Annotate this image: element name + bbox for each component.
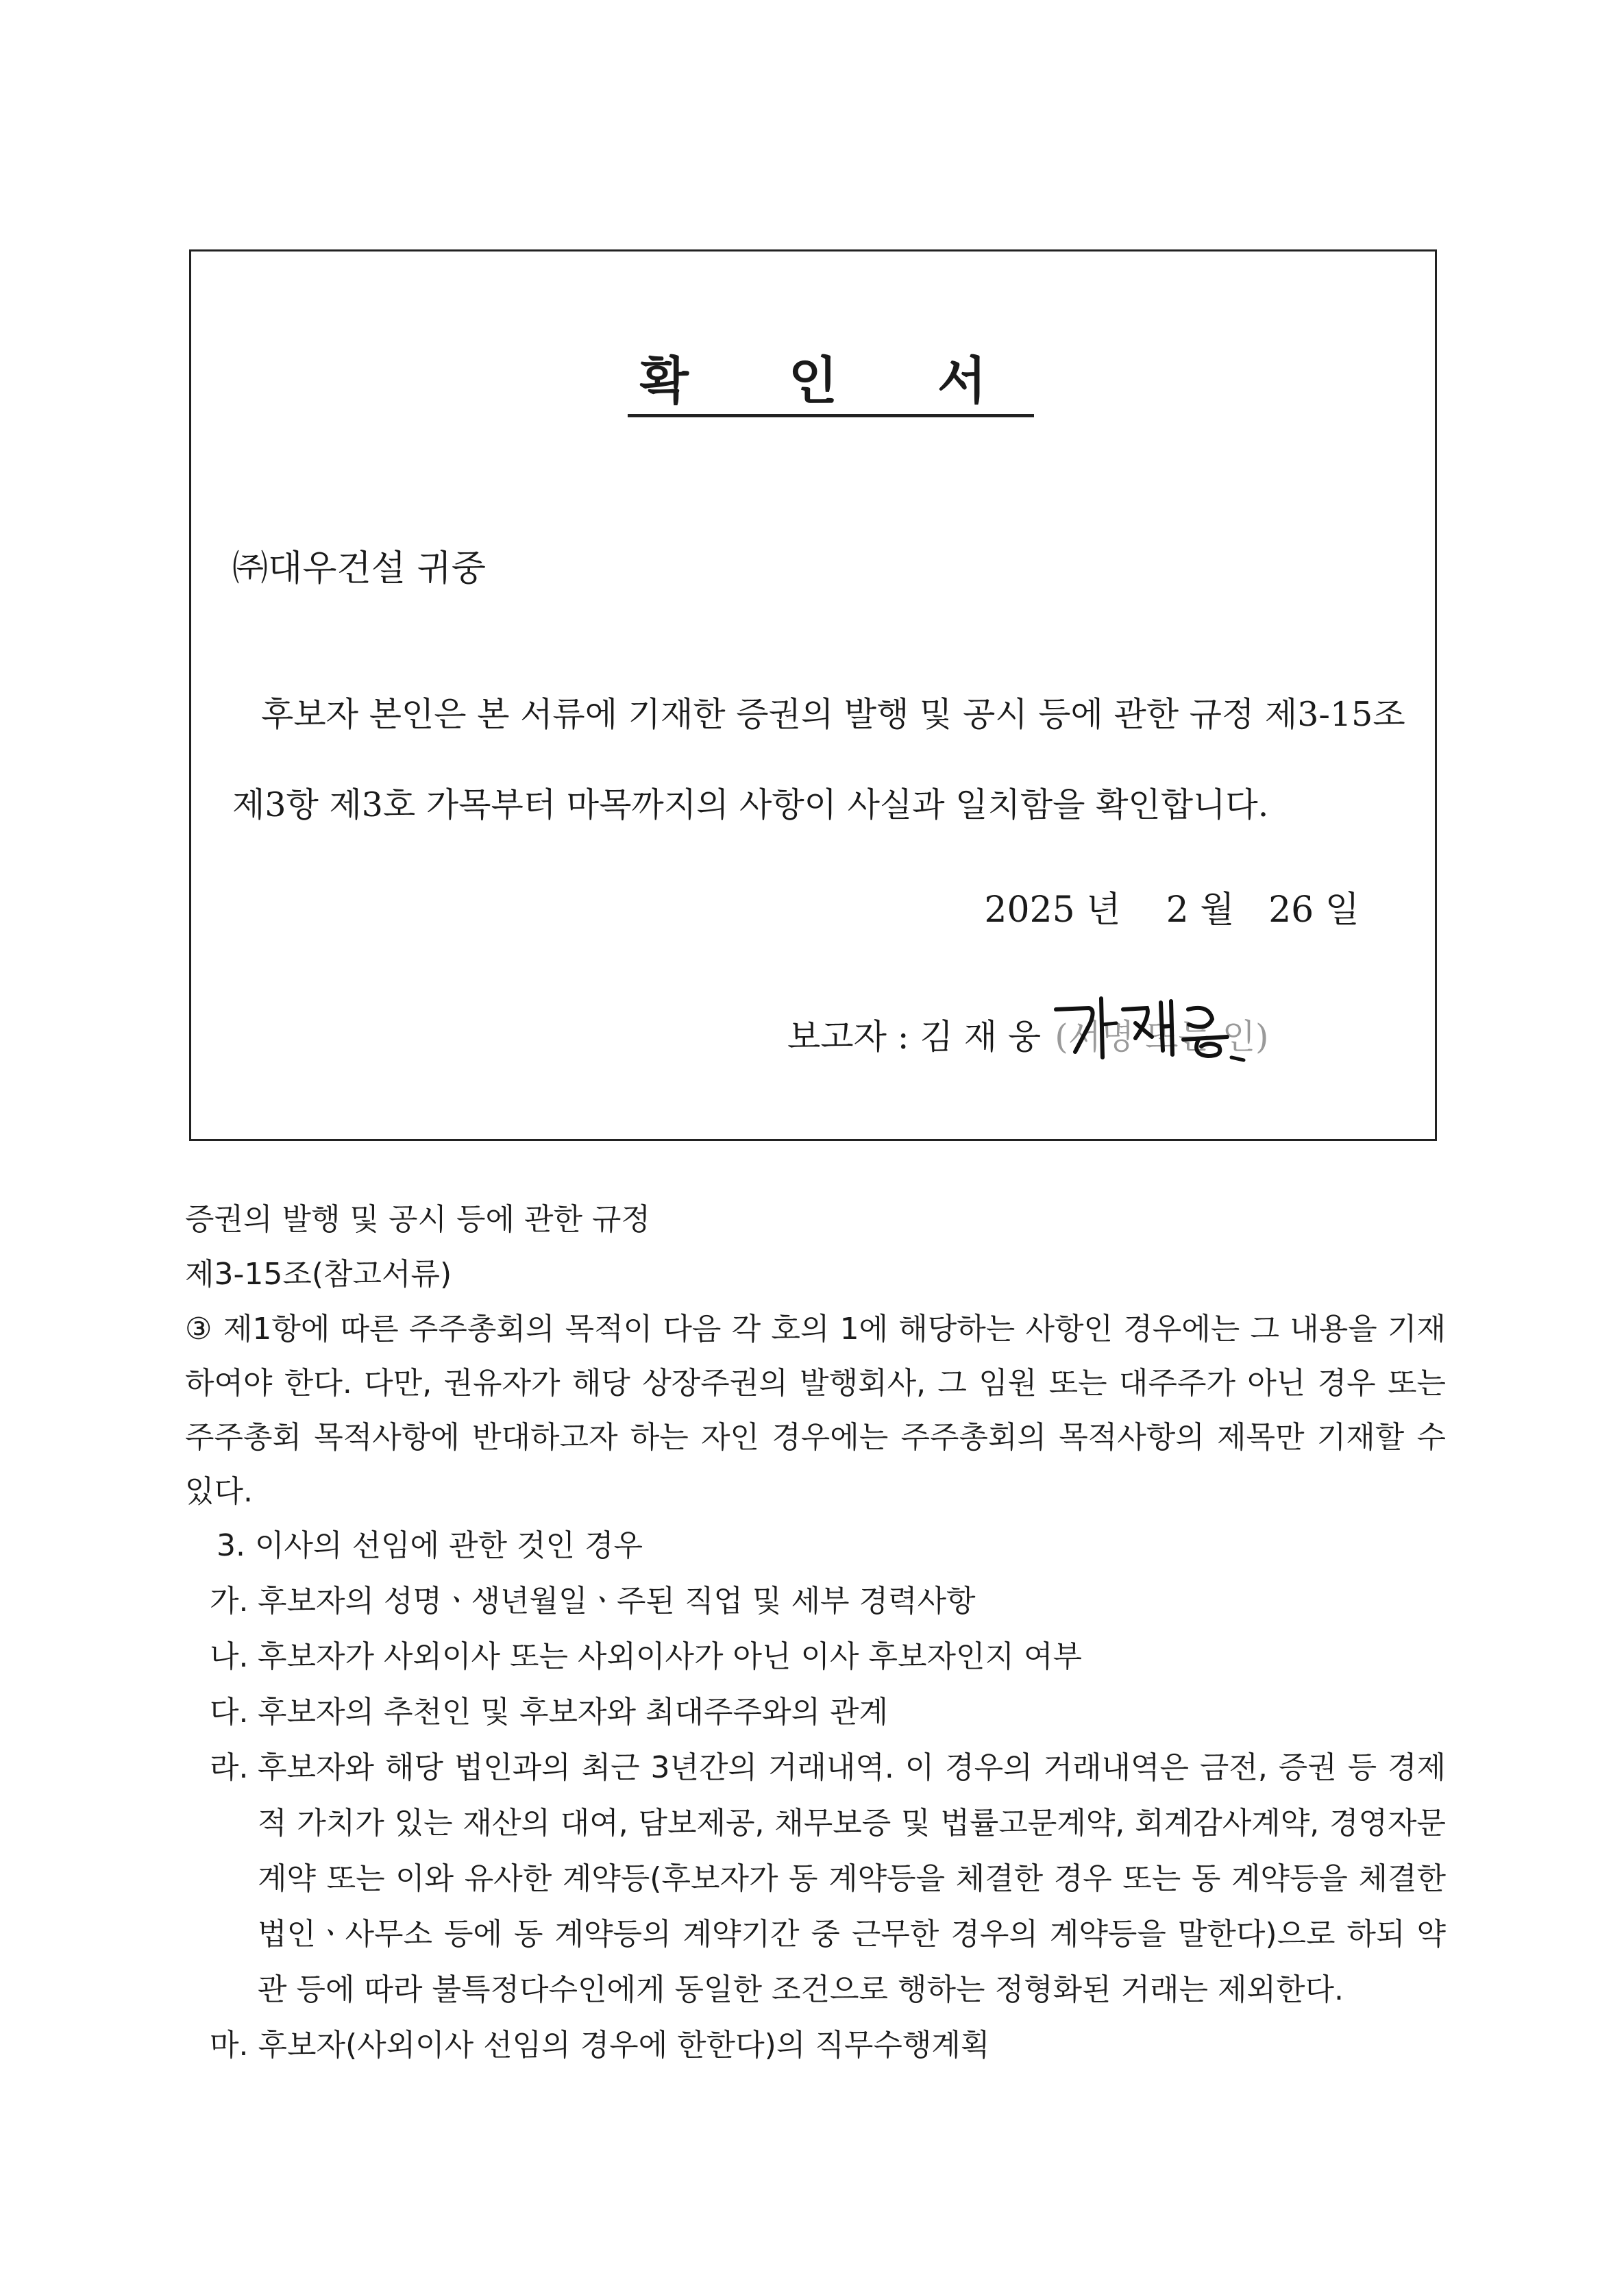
- regulation-item-3: 3. 이사의 선임에 관한 것인 경우: [217, 1528, 643, 1563]
- list-item-text: 후보자의 성명ㆍ생년월일ㆍ주된 직업 및 세부 경력사항: [258, 1584, 976, 1619]
- list-item-marker: 나.: [210, 1639, 249, 1674]
- reporter-line: [787, 1009, 1269, 1059]
- regulation-last-item: 마. 후보자(사외이사 선임의 경우에 한한다)의 직무수행계획: [210, 2028, 990, 2063]
- regulation-excerpt: [185, 1192, 1446, 2073]
- date-month: 2: [1166, 889, 1189, 931]
- list-item-marker: 다.: [210, 1695, 249, 1730]
- list-item-text: 후보자가 사외이사 또는 사외이사가 아닌 이사 후보자인지 여부: [258, 1639, 1083, 1674]
- list-item: [185, 1740, 1446, 2017]
- regulation-paragraph: ③ 제1항에 따른 주주총회의 목적이 다음 각 호의 1에 해당하는 사항인 경우에는 그 내용을 기재하여야 한다. 다만, 권유자가 해당 상장주권의 발행회사, 그 임원 또는 대주주가 아닌 경우 또는 주주총회 목적사항에 반대하고자 하는 자인 경우에는 주주총회의 목적사항의 제목만 기재할 수 있다.: [185, 1312, 1446, 1509]
- date-line: [984, 881, 1360, 932]
- date-day: 26: [1268, 889, 1314, 931]
- sign-placeholder: (서명 또는 인): [1055, 1017, 1269, 1057]
- list-item-marker: 가.: [210, 1584, 249, 1619]
- title-underline: [628, 414, 1034, 417]
- date-month-unit: 월: [1200, 889, 1235, 931]
- handwritten-signature: [1048, 989, 1246, 1071]
- list-item-text: 후보자와 해당 법인과의 최근 3년간의 거래내역. 이 경우의 거래내역은 금전, 증권 등 경제적 가치가 있는 재산의 대여, 담보제공, 채무보증 및 법률고문계약, 회계감사계약, 경영자문계약 또는 이와 유사한 계약등(후보자가 동 계약등을 체결한 경우 또는 동 계약등을 체결한 법인ㆍ사무소 등에 동 계약등의 계약기간 중 근무한 경우의 계약등을 말한다)으로 하되 약관 등에 따라 불특정다수인에게 동일한 조건으로 행하는 정형화된 거래는 제외한다.: [258, 1750, 1446, 2007]
- date-day-unit: 일: [1325, 889, 1360, 931]
- addressee: ㈜대우건설 귀중: [232, 548, 486, 589]
- date-year-unit: 년: [1086, 889, 1121, 931]
- date-year: 2025: [984, 889, 1075, 931]
- regulation-name: 증권의 발행 및 공시 등에 관한 규정: [185, 1202, 650, 1237]
- list-item-marker: 라.: [210, 1750, 249, 1785]
- list-item: [185, 1629, 1446, 1684]
- confirmation-box: [189, 249, 1437, 1141]
- reporter-label: 보고자 : 김 재 웅: [787, 1017, 1042, 1057]
- list-item-text: 후보자의 추천인 및 후보자와 최대주주와의 관계: [258, 1695, 889, 1730]
- regulation-article: 제3-15조(참고서류): [185, 1257, 452, 1292]
- document-title: 확 인 서: [639, 352, 1028, 410]
- list-item: [185, 1573, 1446, 1629]
- confirmation-statement: 후보자 본인은 본 서류에 기재한 증권의 발행 및 공시 등에 관한 규정 제3-15조 제3항 제3호 가목부터 마목까지의 사항이 사실과 일치함을 확인합니다.: [232, 695, 1405, 824]
- list-item: [185, 1684, 1446, 1740]
- signature-area: [1055, 1009, 1268, 1059]
